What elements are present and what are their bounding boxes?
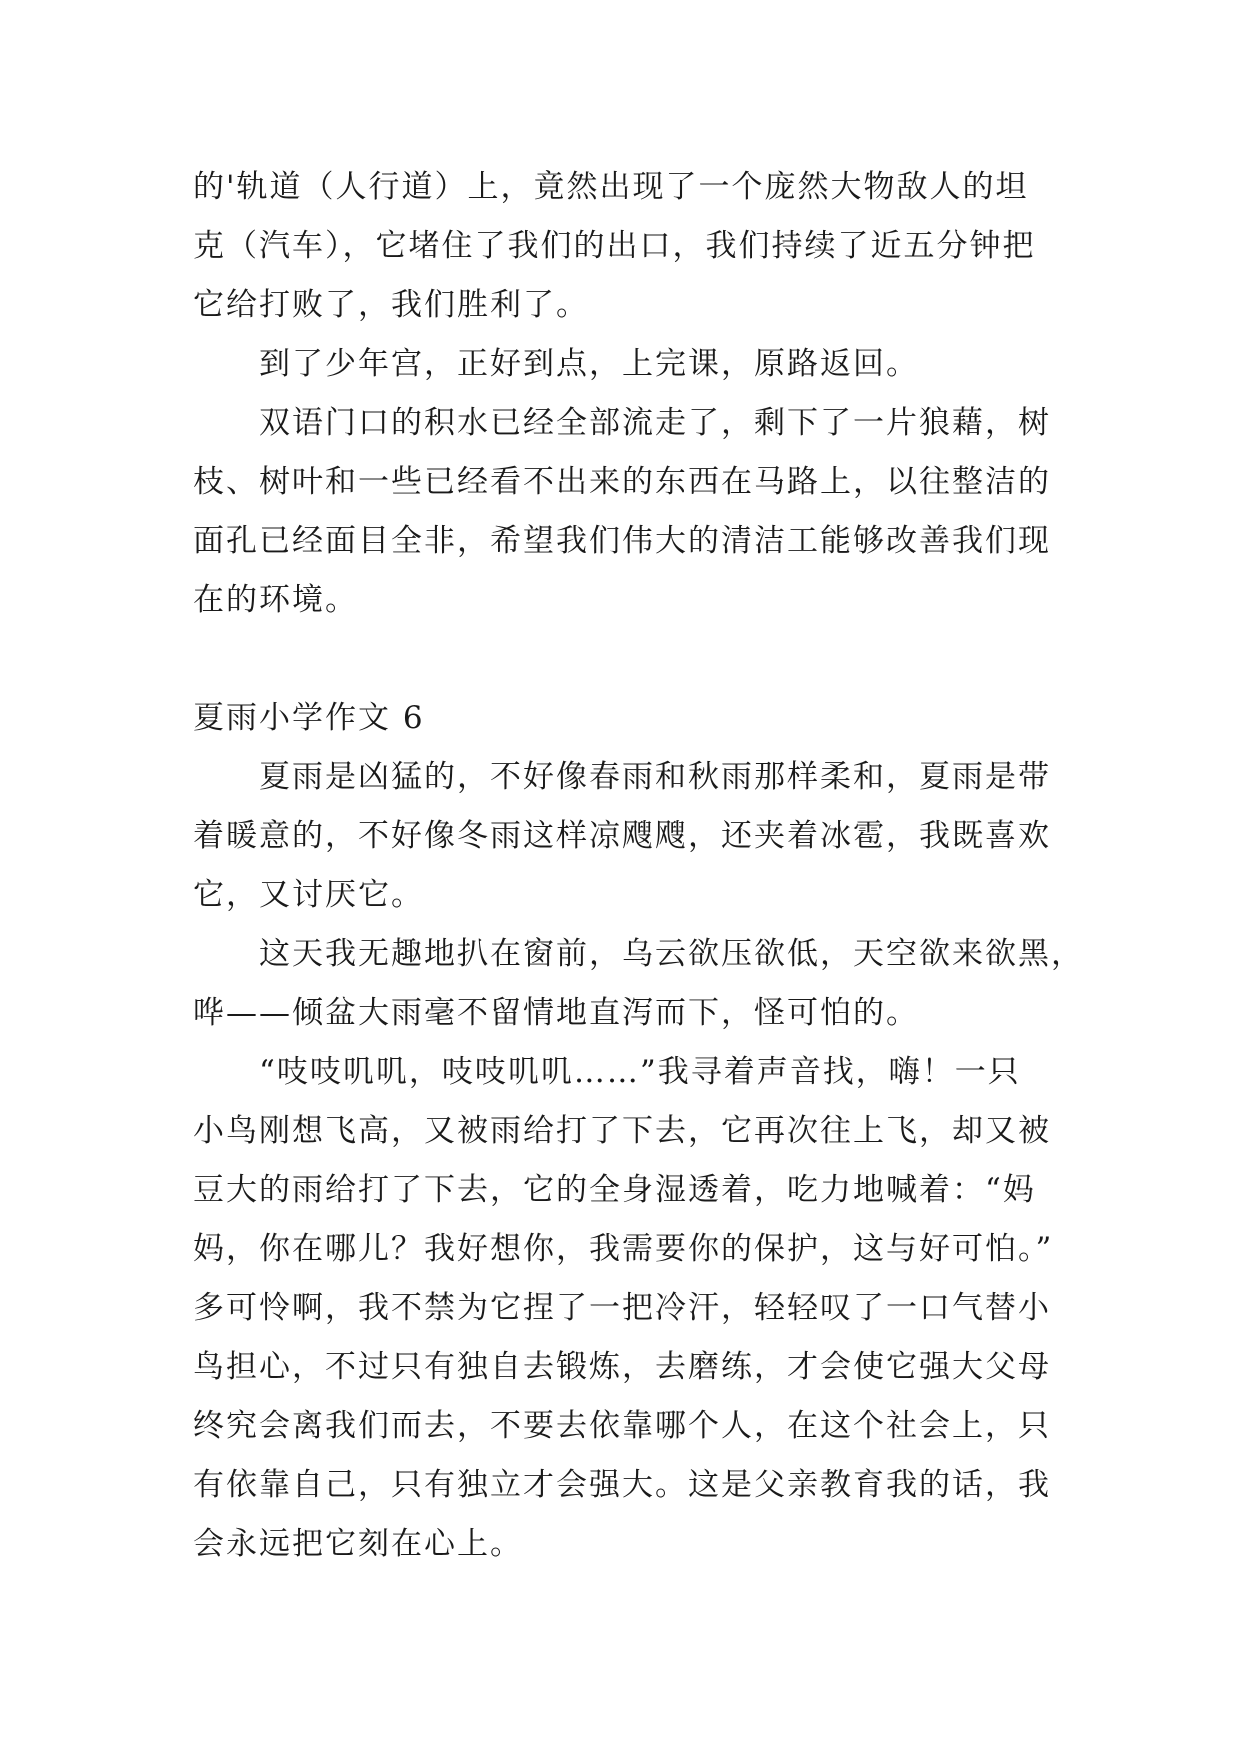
text-line: 妈，你在哪儿？我好想你，我需要你的保护，这与好可怕。”: [193, 1231, 1054, 1267]
text-line: 着暖意的，不好像冬雨这样凉飕飕，还夹着冰雹，我既喜欢: [193, 818, 1051, 854]
paragraph: [193, 925, 1084, 1043]
paragraph: [193, 158, 1073, 335]
paragraph: [193, 394, 1073, 630]
text-line: 哗——倾盆大雨毫不留情地直泻而下，怪可怕的。: [193, 995, 919, 1031]
text-line: 双语门口的积水已经全部流走了，剩下了一片狼藉，树: [259, 405, 1051, 441]
text-line: 克（汽车），它堵住了我们的出口，我们持续了近五分钟把: [193, 228, 1036, 264]
text-line: 豆大的雨给打了下去，它的全身湿透着，吃力地喊着：“妈: [193, 1172, 1036, 1208]
text-line: 终究会离我们而去，不要去依靠哪个人，在这个社会上，只: [193, 1408, 1051, 1444]
text-line: 会永远把它刻在心上。: [193, 1526, 523, 1562]
section-gap: [193, 630, 1073, 689]
text-line: 有依靠自己，只有独立才会强大。这是父亲教育我的话，我: [193, 1467, 1051, 1503]
document-page: [193, 158, 1084, 1574]
text-line: 鸟担心，不过只有独自去锻炼，去磨练，才会使它强大父母: [193, 1349, 1051, 1385]
text-line: “吱吱叽叽，吱吱叽叽……”我寻着声音找，嗨！一只: [259, 1054, 1021, 1090]
text-line: 面孔已经面目全非，希望我们伟大的清洁工能够改善我们现: [193, 523, 1051, 559]
text-line: 到了少年宫，正好到点，上完课，原路返回。: [259, 346, 919, 382]
text-line: 在的环境。: [193, 582, 358, 618]
text-line: 多可怜啊，我不禁为它捏了一把冷汗，轻轻叹了一口气替小: [193, 1290, 1051, 1326]
paragraph: [193, 1043, 1073, 1574]
text-line: 这天我无趣地扒在窗前，乌云欲压欲低，天空欲来欲黑，: [259, 936, 1084, 972]
paragraph: [193, 748, 1073, 925]
text-line: 它给打败了，我们胜利了。: [193, 287, 589, 323]
text-line: 它，又讨厌它。: [193, 877, 424, 913]
section-heading: [193, 689, 1073, 748]
text-line: 小鸟刚想飞高，又被雨给打了下去，它再次往上飞，却又被: [193, 1113, 1051, 1149]
heading-text: 夏雨小学作文 6: [193, 700, 425, 736]
text-line: 的'轨道（人行道）上，竟然出现了一个庞然大物敌人的坦: [193, 169, 1029, 205]
text-line: 枝、树叶和一些已经看不出来的东西在马路上，以往整洁的: [193, 464, 1051, 500]
paragraph: [193, 335, 1073, 394]
text-line: 夏雨是凶猛的，不好像春雨和秋雨那样柔和，夏雨是带: [259, 759, 1051, 795]
